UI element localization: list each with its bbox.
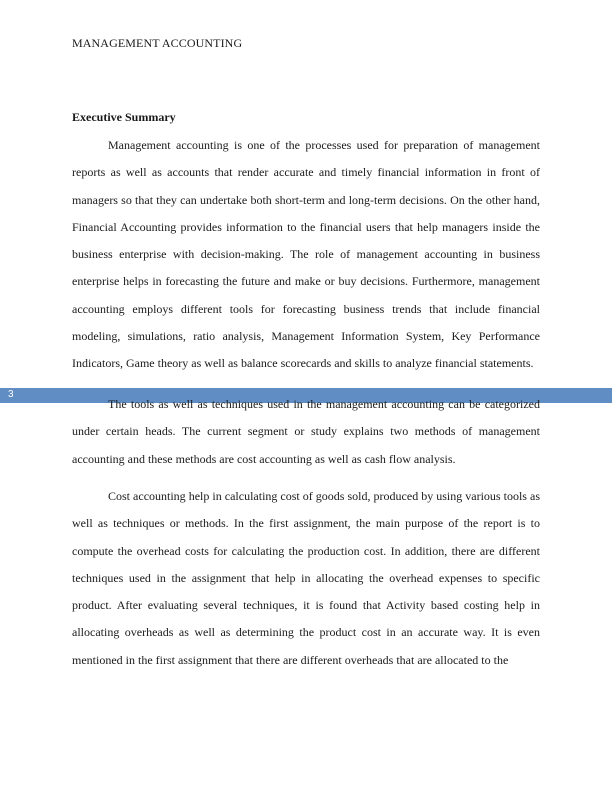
paragraph-2: The tools as well as techniques used in the management accounting can be categorized under certain heads. The current segment or study explains two methods of management accounting and these methods are cost accounting as well as cash flow analysis. <box>72 397 540 466</box>
page-number: 3 <box>8 389 14 400</box>
section-title: Executive Summary <box>72 110 176 124</box>
paragraph-1: Management accounting is one of the processes used for preparation of management reports as well as accounts that render accurate and timely financial information in front of managers so that they can undertake both short-term and long-term decisions. On the other hand, Financial Accounting provides information to the financial users that help managers inside the business enterprise with decision-making. The role of management accounting in business enterprise helps in forecasting the future and make or buy decisions. Furthermore, management accounting employs different tools for forecasting business trends that include financial modeling, simulations, ratio analysis, Management Information System, Key Performance Indicators, Game theory as well as balance scorecards and skills to analyze financial statements. <box>72 138 540 371</box>
running-head: MANAGEMENT ACCOUNTING <box>72 36 243 50</box>
paragraph-3: Cost accounting help in calculating cost of goods sold, produced by using various tools as well as techniques or methods. In the first assignment, the main purpose of the report is to compute the overhead costs for calculating the production cost. In addition, there are different techniques used in the assignment that help in allocating the overhead expenses to specific product. After evaluating several techniques, it is found that Activity based costing help in allocating overheads as well as determining the product cost in an accurate way. It is even mentioned in the first assignment that there are different overheads that are allocated to the <box>72 489 540 667</box>
